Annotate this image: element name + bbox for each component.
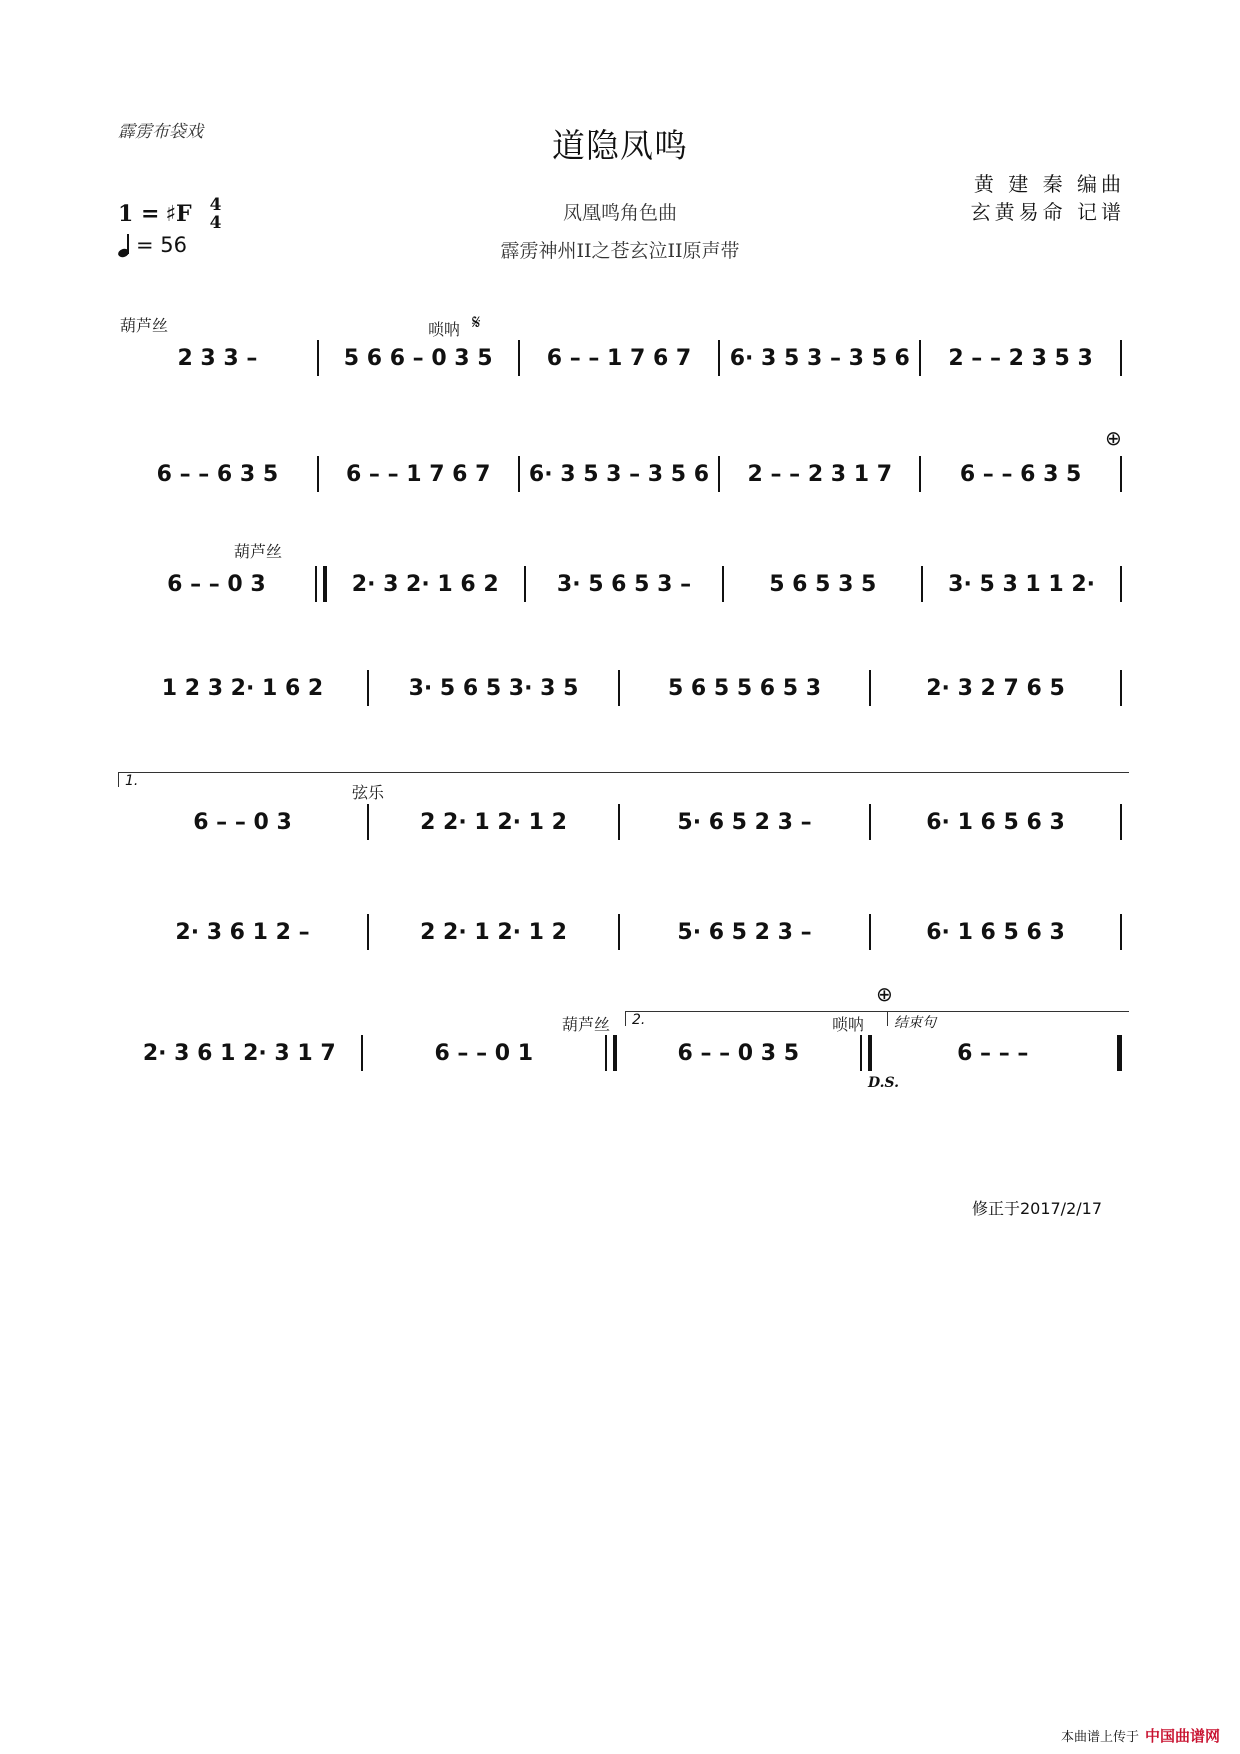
measure: 2 3 3 – <box>177 345 258 371</box>
series-label: 霹雳布袋戏 <box>118 122 203 142</box>
key-value: ♯F <box>165 201 192 227</box>
score-line-1 <box>118 338 1122 378</box>
site-footer <box>1061 1725 1220 1746</box>
measure: 6· 1 6 5 6 3 <box>926 809 1065 835</box>
ending-phrase-bracket <box>887 1011 1129 1031</box>
measure: 5· 6 5 2 3 – <box>677 809 812 835</box>
instrument-label-hulusi: 葫芦丝 <box>562 1015 611 1034</box>
subtitle-source: 霹雳神州II之苍玄泣II原声带 <box>500 240 740 262</box>
barline <box>1120 566 1122 602</box>
barline <box>1120 456 1122 492</box>
double-barline <box>860 1035 872 1071</box>
measure: 6 – – 6 3 5 <box>959 461 1082 487</box>
final-barline <box>1117 1035 1122 1071</box>
ending-phrase-label: 结束句 <box>894 1015 936 1031</box>
instrument-label-suona: 唢呐 <box>428 320 461 339</box>
measure: 5 6 5 3 5 <box>769 571 877 597</box>
measure: 2 – – 2 3 5 3 <box>948 345 1093 371</box>
key-signature <box>118 196 222 232</box>
time-top: 4 <box>209 195 222 215</box>
key-prefix: 1 = <box>118 201 160 227</box>
measure: 1 2 3 2· 1 6 2 <box>161 675 324 701</box>
repeat-barline <box>315 566 327 602</box>
score-line-6 <box>118 912 1122 952</box>
measure: 3· 5 6 5 3 – <box>556 571 692 597</box>
subtitle-role: 凤凰鸣角色曲 <box>562 202 677 224</box>
measure: 2 – – 2 3 1 7 <box>747 461 893 487</box>
dal-segno-mark: D.S. <box>868 1075 900 1091</box>
score-line-3 <box>118 564 1122 604</box>
measure: 2· 3 2 7 6 5 <box>926 675 1065 701</box>
measure: 2 2· 1 2· 1 2 <box>420 809 567 835</box>
measure: 5 6 6 – 0 3 5 <box>343 345 493 371</box>
upload-label: 本曲谱上传于 <box>1060 1730 1139 1745</box>
barline <box>1120 340 1122 376</box>
barline <box>1120 914 1122 950</box>
site-logo[interactable]: 中国曲谱网 <box>1144 1727 1220 1745</box>
measure: 6 – – 1 7 6 7 <box>546 345 692 371</box>
measure: 6 – – 6 3 5 <box>156 461 279 487</box>
time-signature <box>210 196 222 232</box>
measure: 2· 3 6 1 2 – <box>175 919 310 945</box>
score-line-2 <box>118 454 1122 494</box>
instrument-label-suona: 唢呐 <box>832 1015 865 1034</box>
instrument-label-hulusi: 葫芦丝 <box>234 542 283 561</box>
volta-bracket-1 <box>118 772 1129 787</box>
measure: 3· 5 3 1 1 2· <box>948 571 1096 597</box>
instrument-label-hulusi: 葫芦丝 <box>120 316 169 335</box>
instrument-label-strings: 弦乐 <box>352 783 385 802</box>
measure: 3· 5 6 5 3· 3 5 <box>408 675 579 701</box>
measure: 6 – – 0 3 5 <box>677 1040 800 1066</box>
quarter-note-icon <box>118 233 132 257</box>
coda-icon: ⊕ <box>876 982 893 1006</box>
measure: 2· 3 6 1 2· 3 1 7 <box>142 1040 336 1066</box>
segno-icon: 𝄋 <box>472 310 481 334</box>
tempo-value: = 56 <box>136 233 187 257</box>
measure: 6 – – 0 1 <box>434 1040 534 1066</box>
barline <box>1120 670 1122 706</box>
score-line-5 <box>118 802 1122 842</box>
coda-icon: ⊕ <box>1105 426 1122 450</box>
measure: 6 – – 0 3 <box>167 571 266 597</box>
measure: 2· 3 2· 1 6 2 <box>351 571 499 597</box>
measure: 2 2· 1 2· 1 2 <box>420 919 567 945</box>
measure: 6 – – – <box>957 1040 1029 1066</box>
time-bottom: 4 <box>209 213 222 233</box>
measure: 6· 3 5 3 – 3 5 6 <box>528 461 710 487</box>
measure: 5· 6 5 2 3 – <box>677 919 812 945</box>
measure: 6· 3 5 3 – 3 5 6 <box>729 345 910 371</box>
barline <box>1120 804 1122 840</box>
page-title: 道隐凤鸣 <box>552 126 688 165</box>
score-line-7 <box>118 1033 1122 1073</box>
transcriber-credit: 玄黄易命 记谱 <box>970 200 1125 224</box>
measure: 6 – – 0 3 <box>193 809 292 835</box>
composer-credit: 黄 建 秦 编曲 <box>973 172 1125 196</box>
measure: 6· 1 6 5 6 3 <box>926 919 1065 945</box>
score-line-4 <box>118 668 1122 708</box>
volta-label-1: 1. <box>125 773 139 789</box>
measure: 5 6 5 5 6 5 3 <box>667 675 822 701</box>
volta-label-2: 2. <box>632 1012 646 1028</box>
repeat-end-barline <box>605 1035 617 1071</box>
revision-date: 修正于2017/2/17 <box>971 1199 1102 1218</box>
tempo-marking <box>118 233 187 257</box>
measure: 6 – – 1 7 6 7 <box>345 461 491 487</box>
